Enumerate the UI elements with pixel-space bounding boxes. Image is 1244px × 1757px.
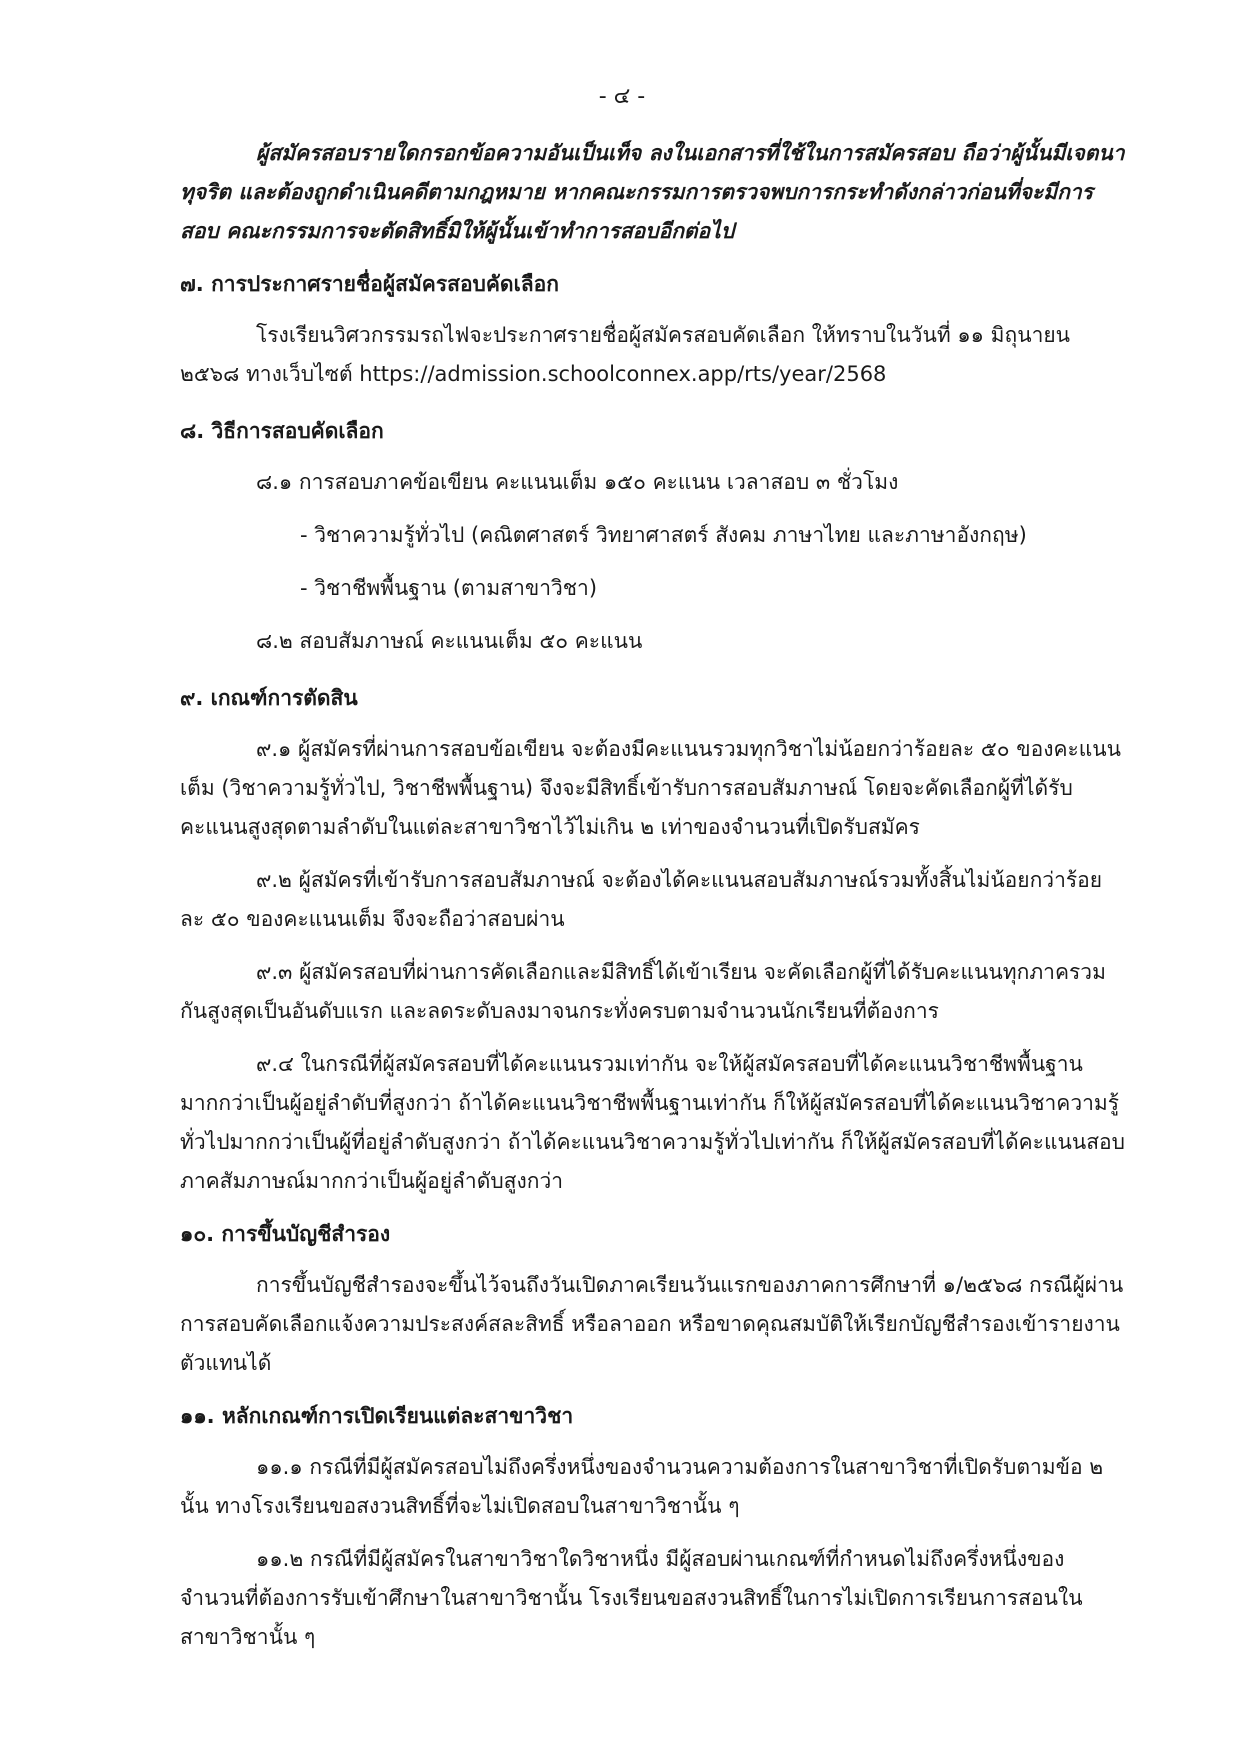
section-8-2: ๘.๒ สอบสัมภาษณ์ คะแนนเต็ม ๕๐ คะแนน bbox=[256, 629, 643, 653]
section-9-4: ๙.๔ ในกรณีที่ผู้สมัครสอบที่ได้คะแนนรวมเท่ากัน จะให้ผู้สมัครสอบที่ได้คะแนนวิชาชีพพื้นฐานมากกว่าเป็นผู้อยู่ลำดับที่สูงกว่า ถ้าได้คะแนนวิชาชีพพื้นฐานเท่ากัน ก็ให้ผู้สมัครสอบที่ได้คะแนนวิชาความรู้ทั่วไปมากกว่าเป็นผู้ที่อยู่ลำดับสูงกว่า ถ้าได้คะแนนวิชาความรู้ทั่วไปเท่ากัน ก็ให้ผู้สมัครสอบที่ได้คะแนนสอบภาคสัมภาษณ์มากกว่าเป็นผู้อยู่ลำดับสูงกว่า bbox=[180, 1052, 1125, 1193]
section-10-text: การขึ้นบัญชีสำรองจะขึ้นไว้จนถึงวันเปิดภาคเรียนวันแรกของภาคการศึกษาที่ ๑/๒๕๖๘ กรณีผู้ผ่านการสอบคัดเลือกแจ้งความประสงค์สละสิทธิ์ หรือลาออก หรือขาดคุณสมบัติให้เรียกบัญชีสำรองเข้ารายงานตัวแทนได้ bbox=[180, 1273, 1124, 1375]
document-body bbox=[180, 134, 1126, 1671]
section-11-2: ๑๑.๒ กรณีที่มีผู้สมัครในสาขาวิชาใดวิชาหนึ่ง มีผู้สอบผ่านเกณฑ์ที่กำหนดไม่ถึงครึ่งหนึ่งของจำนวนที่ต้องการรับเข้าศึกษาในสาขาวิชานั้น โรงเรียนขอสงวนสิทธิ์ในการไม่เปิดการเรียนการสอนในสาขาวิชานั้น ๆ bbox=[180, 1547, 1083, 1649]
section-8-1-bullet-1: - วิชาความรู้ทั่วไป (คณิตศาสตร์ วิทยาศาสตร์ สังคม ภาษาไทย และภาษาอังกฤษ) bbox=[300, 523, 1027, 547]
section-9-2: ๙.๒ ผู้สมัครที่เข้ารับการสอบสัมภาษณ์ จะต้องได้คะแนนสอบสัมภาษณ์รวมทั้งสิ้นไม่น้อยกว่าร้อยละ ๕๐ ของคะแนนเต็ม จึงจะถือว่าสอบผ่าน bbox=[180, 868, 1103, 931]
section-7-text: โรงเรียนวิศวกรรมรถไฟจะประกาศรายชื่อผู้สมัครสอบคัดเลือก ให้ทราบในวันที่ ๑๑ มิถุนายน ๒๕๖๘ ทางเว็บไซต์ https://admission.schoolconnex.app/rts/year/2568 bbox=[180, 323, 1071, 386]
section-7-heading: ๗. การประกาศรายชื่อผู้สมัครสอบคัดเลือก bbox=[180, 272, 559, 296]
section-8-1-bullet-2: - วิชาชีพพื้นฐาน (ตามสาขาวิชา) bbox=[300, 576, 598, 600]
intro-warning: ผู้สมัครสอบรายใดกรอกข้อความอันเป็นเท็จ ลงในเอกสารที่ใช้ในการสมัครสอบ ถือว่าผู้นั้นมีเจตนาทุจริต และต้องถูกดำเนินคดีตามกฎหมาย หากคณะกรรมการตรวจพบการกระทำดังกล่าวก่อนที่จะมีการสอบ คณะกรรมการจะตัดสิทธิ์มิให้ผู้นั้นเข้าทำการสอบอีกต่อไป bbox=[180, 141, 1125, 243]
section-11-heading: ๑๑. หลักเกณฑ์การเปิดเรียนแต่ละสาขาวิชา bbox=[180, 1404, 574, 1428]
section-10-heading: ๑๐. การขึ้นบัญชีสำรอง bbox=[180, 1222, 391, 1246]
page-number: - ๔ - bbox=[598, 84, 646, 109]
section-9-heading: ๙. เกณฑ์การตัดสิน bbox=[180, 686, 358, 710]
section-9-3: ๙.๓ ผู้สมัครสอบที่ผ่านการคัดเลือกและมีสิทธิ์ได้เข้าเรียน จะคัดเลือกผู้ที่ได้รับคะแนนทุกภาครวมกันสูงสุดเป็นอันดับแรก และลดระดับลงมาจนกระทั่งครบตามจำนวนนักเรียนที่ต้องการ bbox=[180, 960, 1106, 1023]
section-9-1: ๙.๑ ผู้สมัครที่ผ่านการสอบข้อเขียน จะต้องมีคะแนนรวมทุกวิชาไม่น้อยกว่าร้อยละ ๕๐ ของคะแนนเต็ม (วิชาความรู้ทั่วไป, วิชาชีพพื้นฐาน) จึงจะมีสิทธิ์เข้ารับการสอบสัมภาษณ์ โดยจะคัดเลือกผู้ที่ได้รับคะแนนสูงสุดตามลำดับในแต่ละสาขาวิชาไว้ไม่เกิน ๒ เท่าของจำนวนที่เปิดรับสมัคร bbox=[180, 737, 1122, 839]
section-8-heading: ๘. วิธีการสอบคัดเลือก bbox=[180, 419, 384, 443]
section-8-1: ๘.๑ การสอบภาคข้อเขียน คะแนนเต็ม ๑๕๐ คะแนน เวลาสอบ ๓ ชั่วโมง bbox=[256, 470, 899, 494]
section-11-1: ๑๑.๑ กรณีที่มีผู้สมัครสอบไม่ถึงครึ่งหนึ่งของจำนวนความต้องการในสาขาวิชาที่เปิดรับตามข้อ ๒ นั้น ทางโรงเรียนขอสงวนสิทธิ์ที่จะไม่เปิดสอบในสาขาวิชานั้น ๆ bbox=[180, 1455, 1104, 1518]
